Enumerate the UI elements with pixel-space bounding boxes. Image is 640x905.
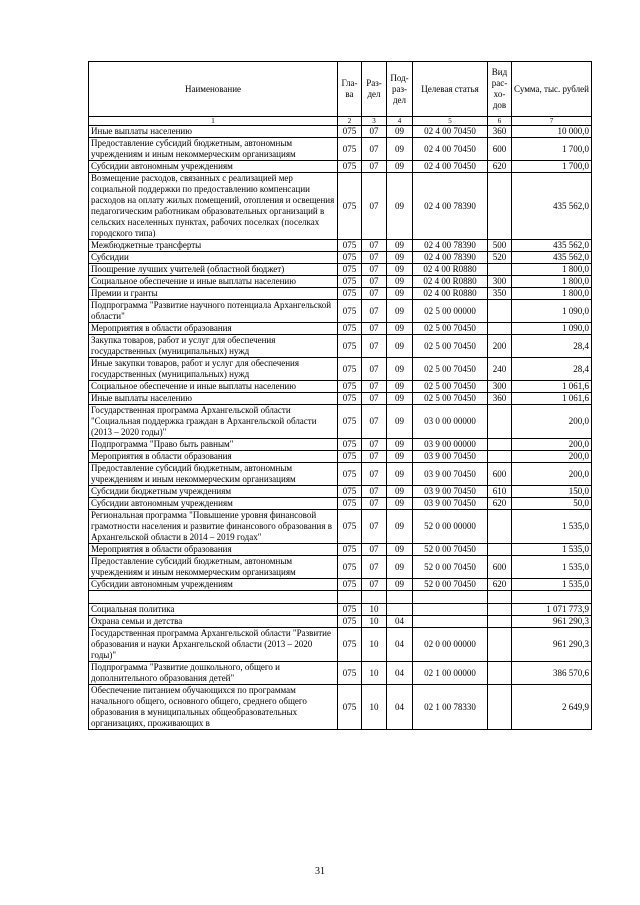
row-name: Предоставление субсидий бюджетным, автономным учреждениям и иным некоммерческим организациям (89, 138, 338, 161)
row-vid: 520 (488, 252, 512, 264)
row-target: 02 4 00 R0880 (413, 288, 488, 300)
row-sum: 1 700,0 (512, 138, 592, 161)
table-row (89, 662, 592, 685)
table-row (89, 381, 592, 393)
row-target: 03 9 00 70450 (413, 486, 488, 498)
row-vid (488, 405, 512, 439)
row-name: Охрана семьи и детства (89, 616, 338, 628)
row-target (413, 604, 488, 616)
row-glava: 075 (338, 486, 362, 498)
row-sum: 1 535,0 (512, 544, 592, 556)
row-sum: 50,0 (512, 498, 592, 510)
column-number-row (89, 117, 592, 126)
row-sum: 200,0 (512, 405, 592, 439)
row-vid (488, 591, 512, 604)
page-number: 31 (315, 866, 325, 877)
row-name: Предоставление субсидий бюджетным, автономным учреждениям и иным некоммерческим организациям (89, 463, 338, 486)
row-glava: 075 (338, 264, 362, 276)
table-row (89, 126, 592, 138)
row-razdel: 07 (362, 126, 387, 138)
header-glava: Гла-ва (338, 62, 362, 117)
table-row (89, 288, 592, 300)
row-razdel: 10 (362, 616, 387, 628)
row-podrazdel: 09 (387, 393, 413, 405)
table-row (89, 439, 592, 451)
table-row (89, 591, 592, 604)
row-name: Премии и гранты (89, 288, 338, 300)
row-podrazdel: 09 (387, 138, 413, 161)
row-vid (488, 451, 512, 463)
row-podrazdel: 09 (387, 126, 413, 138)
row-vid: 610 (488, 486, 512, 498)
row-target: 02 4 00 78390 (413, 252, 488, 264)
row-glava: 075 (338, 288, 362, 300)
row-razdel (362, 591, 387, 604)
row-target: 02 0 00 00000 (413, 628, 488, 662)
row-razdel: 10 (362, 662, 387, 685)
table-row (89, 405, 592, 439)
row-glava: 075 (338, 685, 362, 730)
row-razdel: 07 (362, 240, 387, 252)
row-target: 02 5 00 70450 (413, 335, 488, 358)
row-podrazdel: 09 (387, 556, 413, 579)
row-glava: 075 (338, 604, 362, 616)
row-razdel: 07 (362, 451, 387, 463)
table-row (89, 510, 592, 544)
row-razdel: 07 (362, 556, 387, 579)
row-name: Иные выплаты населению (89, 393, 338, 405)
row-glava: 075 (338, 323, 362, 335)
column-number: 1 (89, 117, 338, 126)
header-vid: Вид рас-хо-дов (488, 62, 512, 117)
row-sum: 1 071 773,9 (512, 604, 592, 616)
row-podrazdel: 04 (387, 662, 413, 685)
row-vid: 600 (488, 463, 512, 486)
row-name: Государственная программа Архангельской области "Развитие образования и науки Архангельской области (2013 – 2020 годы)" (89, 628, 338, 662)
row-razdel: 07 (362, 323, 387, 335)
table-row (89, 544, 592, 556)
table-row (89, 173, 592, 240)
row-sum: 1 800,0 (512, 264, 592, 276)
row-target: 52 0 00 70450 (413, 556, 488, 579)
row-vid (488, 264, 512, 276)
table-row (89, 393, 592, 405)
row-name: Межбюджетные трансферты (89, 240, 338, 252)
header-name: Наименование (89, 62, 338, 117)
row-sum: 1 090,0 (512, 300, 592, 323)
row-name (89, 591, 338, 604)
budget-table (88, 61, 592, 730)
row-glava: 075 (338, 173, 362, 240)
row-glava: 075 (338, 579, 362, 591)
row-target: 02 5 00 70450 (413, 358, 488, 381)
row-podrazdel: 04 (387, 685, 413, 730)
row-vid: 300 (488, 276, 512, 288)
row-sum: 200,0 (512, 463, 592, 486)
row-name: Возмещение расходов, связанных с реализацией мер социальной поддержки по предоставлению компенсации расходов на оплату жилых помещений, отопления и освещения педагогическим работникам образовательных организаций в сельских населенных пунктах, рабочих поселках (поселках городского типа) (89, 173, 338, 240)
row-vid (488, 173, 512, 240)
row-glava: 075 (338, 463, 362, 486)
row-podrazdel: 09 (387, 381, 413, 393)
row-sum: 435 562,0 (512, 252, 592, 264)
row-glava: 075 (338, 252, 362, 264)
row-podrazdel (387, 604, 413, 616)
row-vid: 360 (488, 126, 512, 138)
column-number: 3 (362, 117, 387, 126)
row-sum: 1 090,0 (512, 323, 592, 335)
row-target: 02 4 00 78390 (413, 173, 488, 240)
row-name: Субсидии (89, 252, 338, 264)
row-name: Предоставление субсидий бюджетным, автономным учреждениям и иным некоммерческим организациям (89, 556, 338, 579)
table-row (89, 335, 592, 358)
row-razdel: 07 (362, 381, 387, 393)
row-target: 02 4 00 70450 (413, 138, 488, 161)
row-name: Обеспечение питанием обучающихся по программам начального общего, основного общего, среднего общего образования в муниципальных общеобразовательных организациях, проживающих в (89, 685, 338, 730)
row-razdel: 07 (362, 405, 387, 439)
row-podrazdel: 09 (387, 544, 413, 556)
row-razdel: 07 (362, 510, 387, 544)
row-glava: 075 (338, 300, 362, 323)
row-razdel: 07 (362, 358, 387, 381)
column-number: 7 (512, 117, 592, 126)
row-razdel: 07 (362, 276, 387, 288)
row-razdel: 07 (362, 498, 387, 510)
row-glava: 075 (338, 138, 362, 161)
row-podrazdel: 04 (387, 628, 413, 662)
row-glava: 075 (338, 240, 362, 252)
table-row (89, 616, 592, 628)
row-vid (488, 300, 512, 323)
row-target (413, 616, 488, 628)
row-name: Субсидии автономным учреждениям (89, 161, 338, 173)
row-vid: 620 (488, 161, 512, 173)
row-glava (338, 591, 362, 604)
row-vid: 200 (488, 335, 512, 358)
row-sum: 1 700,0 (512, 161, 592, 173)
row-target: 03 9 00 70450 (413, 451, 488, 463)
row-sum: 1 061,6 (512, 381, 592, 393)
row-podrazdel (387, 591, 413, 604)
row-glava: 075 (338, 451, 362, 463)
table-row (89, 240, 592, 252)
header-target: Целевая статья (413, 62, 488, 117)
row-podrazdel: 09 (387, 405, 413, 439)
row-sum: 435 562,0 (512, 240, 592, 252)
row-name: Поощрение лучших учителей (областной бюджет) (89, 264, 338, 276)
row-podrazdel: 09 (387, 288, 413, 300)
row-vid (488, 662, 512, 685)
row-razdel: 07 (362, 161, 387, 173)
row-razdel: 07 (362, 288, 387, 300)
row-vid: 500 (488, 240, 512, 252)
row-vid (488, 544, 512, 556)
row-vid (488, 439, 512, 451)
row-target: 02 5 00 70450 (413, 393, 488, 405)
row-podrazdel: 09 (387, 451, 413, 463)
row-name: Социальное обеспечение и иные выплаты населению (89, 276, 338, 288)
row-sum (512, 591, 592, 604)
row-podrazdel: 09 (387, 358, 413, 381)
row-name: Субсидии бюджетным учреждениям (89, 486, 338, 498)
row-name: Иные закупки товаров, работ и услуг для обеспечения государственных (муниципальных) нужд (89, 358, 338, 381)
row-razdel: 10 (362, 685, 387, 730)
row-sum: 150,0 (512, 486, 592, 498)
table-header (89, 62, 592, 126)
row-podrazdel: 09 (387, 579, 413, 591)
row-sum: 961 290,3 (512, 616, 592, 628)
header-row (89, 62, 592, 117)
row-glava: 075 (338, 510, 362, 544)
row-sum: 28,4 (512, 335, 592, 358)
table-row (89, 451, 592, 463)
table-row (89, 556, 592, 579)
table-body (89, 126, 592, 730)
row-podrazdel: 09 (387, 510, 413, 544)
row-target: 02 5 00 00000 (413, 300, 488, 323)
row-name: Государственная программа Архангельской области "Социальная поддержка граждан в Архангельской области (2013 – 2020 годы)" (89, 405, 338, 439)
row-sum: 1 800,0 (512, 276, 592, 288)
row-podrazdel: 09 (387, 276, 413, 288)
table-row (89, 628, 592, 662)
row-target: 02 1 00 00000 (413, 662, 488, 685)
row-name: Социальное обеспечение и иные выплаты населению (89, 381, 338, 393)
row-glava: 075 (338, 439, 362, 451)
table-row (89, 323, 592, 335)
row-glava: 075 (338, 544, 362, 556)
row-target: 02 5 00 70450 (413, 381, 488, 393)
row-razdel: 07 (362, 579, 387, 591)
row-glava: 075 (338, 276, 362, 288)
row-sum: 435 562,0 (512, 173, 592, 240)
table-row (89, 486, 592, 498)
table-row (89, 300, 592, 323)
row-vid (488, 616, 512, 628)
row-vid: 600 (488, 138, 512, 161)
column-number: 5 (413, 117, 488, 126)
row-sum: 1 800,0 (512, 288, 592, 300)
row-name: Субсидии автономным учреждениям (89, 498, 338, 510)
row-podrazdel: 09 (387, 323, 413, 335)
row-glava: 075 (338, 556, 362, 579)
row-vid: 300 (488, 381, 512, 393)
row-vid (488, 628, 512, 662)
row-glava: 075 (338, 628, 362, 662)
row-target: 02 5 00 70450 (413, 323, 488, 335)
row-name: Иные выплаты населению (89, 126, 338, 138)
row-glava: 075 (338, 498, 362, 510)
row-name: Мероприятия в области образования (89, 544, 338, 556)
row-razdel: 07 (362, 486, 387, 498)
row-target: 03 9 00 00000 (413, 439, 488, 451)
row-vid: 360 (488, 393, 512, 405)
table-row (89, 264, 592, 276)
row-razdel: 10 (362, 628, 387, 662)
row-name: Закупка товаров, работ и услуг для обеспечения государственных (муниципальных) нужд (89, 335, 338, 358)
table-row (89, 685, 592, 730)
row-razdel: 07 (362, 439, 387, 451)
table-row (89, 463, 592, 486)
row-vid (488, 685, 512, 730)
row-sum: 200,0 (512, 451, 592, 463)
row-target: 52 0 00 70450 (413, 544, 488, 556)
row-sum: 1 535,0 (512, 556, 592, 579)
row-sum: 1 535,0 (512, 510, 592, 544)
column-number: 6 (488, 117, 512, 126)
row-vid (488, 323, 512, 335)
row-target (413, 591, 488, 604)
table-row (89, 498, 592, 510)
row-target: 02 4 00 78390 (413, 240, 488, 252)
row-target: 02 1 00 78330 (413, 685, 488, 730)
row-vid: 620 (488, 498, 512, 510)
row-sum: 10 000,0 (512, 126, 592, 138)
row-name: Социальная политика (89, 604, 338, 616)
row-razdel: 07 (362, 264, 387, 276)
row-razdel: 07 (362, 335, 387, 358)
row-razdel: 07 (362, 393, 387, 405)
row-vid: 240 (488, 358, 512, 381)
row-name: Региональная программа "Повышение уровня финансовой грамотности населения и развитие финансового образования в Архангельской области в 2014 – 2019 годах" (89, 510, 338, 544)
row-name: Подпрограмма "Право быть равным" (89, 439, 338, 451)
row-glava: 075 (338, 358, 362, 381)
row-name: Субсидии автономным учреждениям (89, 579, 338, 591)
row-target: 03 9 00 70450 (413, 498, 488, 510)
row-podrazdel: 09 (387, 173, 413, 240)
table-row (89, 138, 592, 161)
row-razdel: 07 (362, 544, 387, 556)
row-glava: 075 (338, 405, 362, 439)
row-podrazdel: 09 (387, 300, 413, 323)
row-vid: 600 (488, 556, 512, 579)
row-razdel: 07 (362, 173, 387, 240)
row-podrazdel: 09 (387, 486, 413, 498)
row-sum: 1 535,0 (512, 579, 592, 591)
row-target: 03 9 00 70450 (413, 463, 488, 486)
row-target: 03 0 00 00000 (413, 405, 488, 439)
row-target: 52 0 00 70450 (413, 579, 488, 591)
row-razdel: 07 (362, 252, 387, 264)
row-target: 02 4 00 R0880 (413, 264, 488, 276)
row-sum: 200,0 (512, 439, 592, 451)
table-row (89, 604, 592, 616)
row-name: Мероприятия в области образования (89, 323, 338, 335)
row-glava: 075 (338, 161, 362, 173)
row-glava: 075 (338, 335, 362, 358)
row-razdel: 07 (362, 463, 387, 486)
row-podrazdel: 09 (387, 161, 413, 173)
row-podrazdel: 09 (387, 335, 413, 358)
row-target: 02 4 00 70450 (413, 126, 488, 138)
table-row (89, 358, 592, 381)
row-sum: 1 061,6 (512, 393, 592, 405)
row-name: Подпрограмма "Развитие научного потенциала Архангельской области" (89, 300, 338, 323)
row-glava: 075 (338, 126, 362, 138)
row-name: Мероприятия в области образования (89, 451, 338, 463)
row-podrazdel: 09 (387, 498, 413, 510)
row-podrazdel: 09 (387, 463, 413, 486)
column-number: 2 (338, 117, 362, 126)
row-razdel: 07 (362, 138, 387, 161)
row-glava: 075 (338, 662, 362, 685)
table-row (89, 252, 592, 264)
row-podrazdel: 09 (387, 240, 413, 252)
row-sum: 386 570,6 (512, 662, 592, 685)
table-row (89, 161, 592, 173)
row-podrazdel: 09 (387, 252, 413, 264)
row-podrazdel: 04 (387, 616, 413, 628)
row-vid (488, 604, 512, 616)
row-glava: 075 (338, 381, 362, 393)
row-vid: 350 (488, 288, 512, 300)
row-name: Подпрограмма "Развитие дошкольного, общего и дополнительного образования детей" (89, 662, 338, 685)
header-sum: Сумма, тыс. рублей (512, 62, 592, 117)
row-glava: 075 (338, 393, 362, 405)
row-sum: 2 649,9 (512, 685, 592, 730)
row-vid (488, 510, 512, 544)
row-sum: 961 290,3 (512, 628, 592, 662)
row-podrazdel: 09 (387, 264, 413, 276)
header-razdel: Раз-дел (362, 62, 387, 117)
header-podrazdel: Под-раз-дел (387, 62, 413, 117)
row-glava: 075 (338, 616, 362, 628)
row-sum: 28,4 (512, 358, 592, 381)
column-number: 4 (387, 117, 413, 126)
table-row (89, 276, 592, 288)
row-razdel: 10 (362, 604, 387, 616)
row-razdel: 07 (362, 300, 387, 323)
row-target: 52 0 00 00000 (413, 510, 488, 544)
row-podrazdel: 09 (387, 439, 413, 451)
row-target: 02 4 00 R0880 (413, 276, 488, 288)
row-vid: 620 (488, 579, 512, 591)
table-row (89, 579, 592, 591)
row-target: 02 4 00 70450 (413, 161, 488, 173)
